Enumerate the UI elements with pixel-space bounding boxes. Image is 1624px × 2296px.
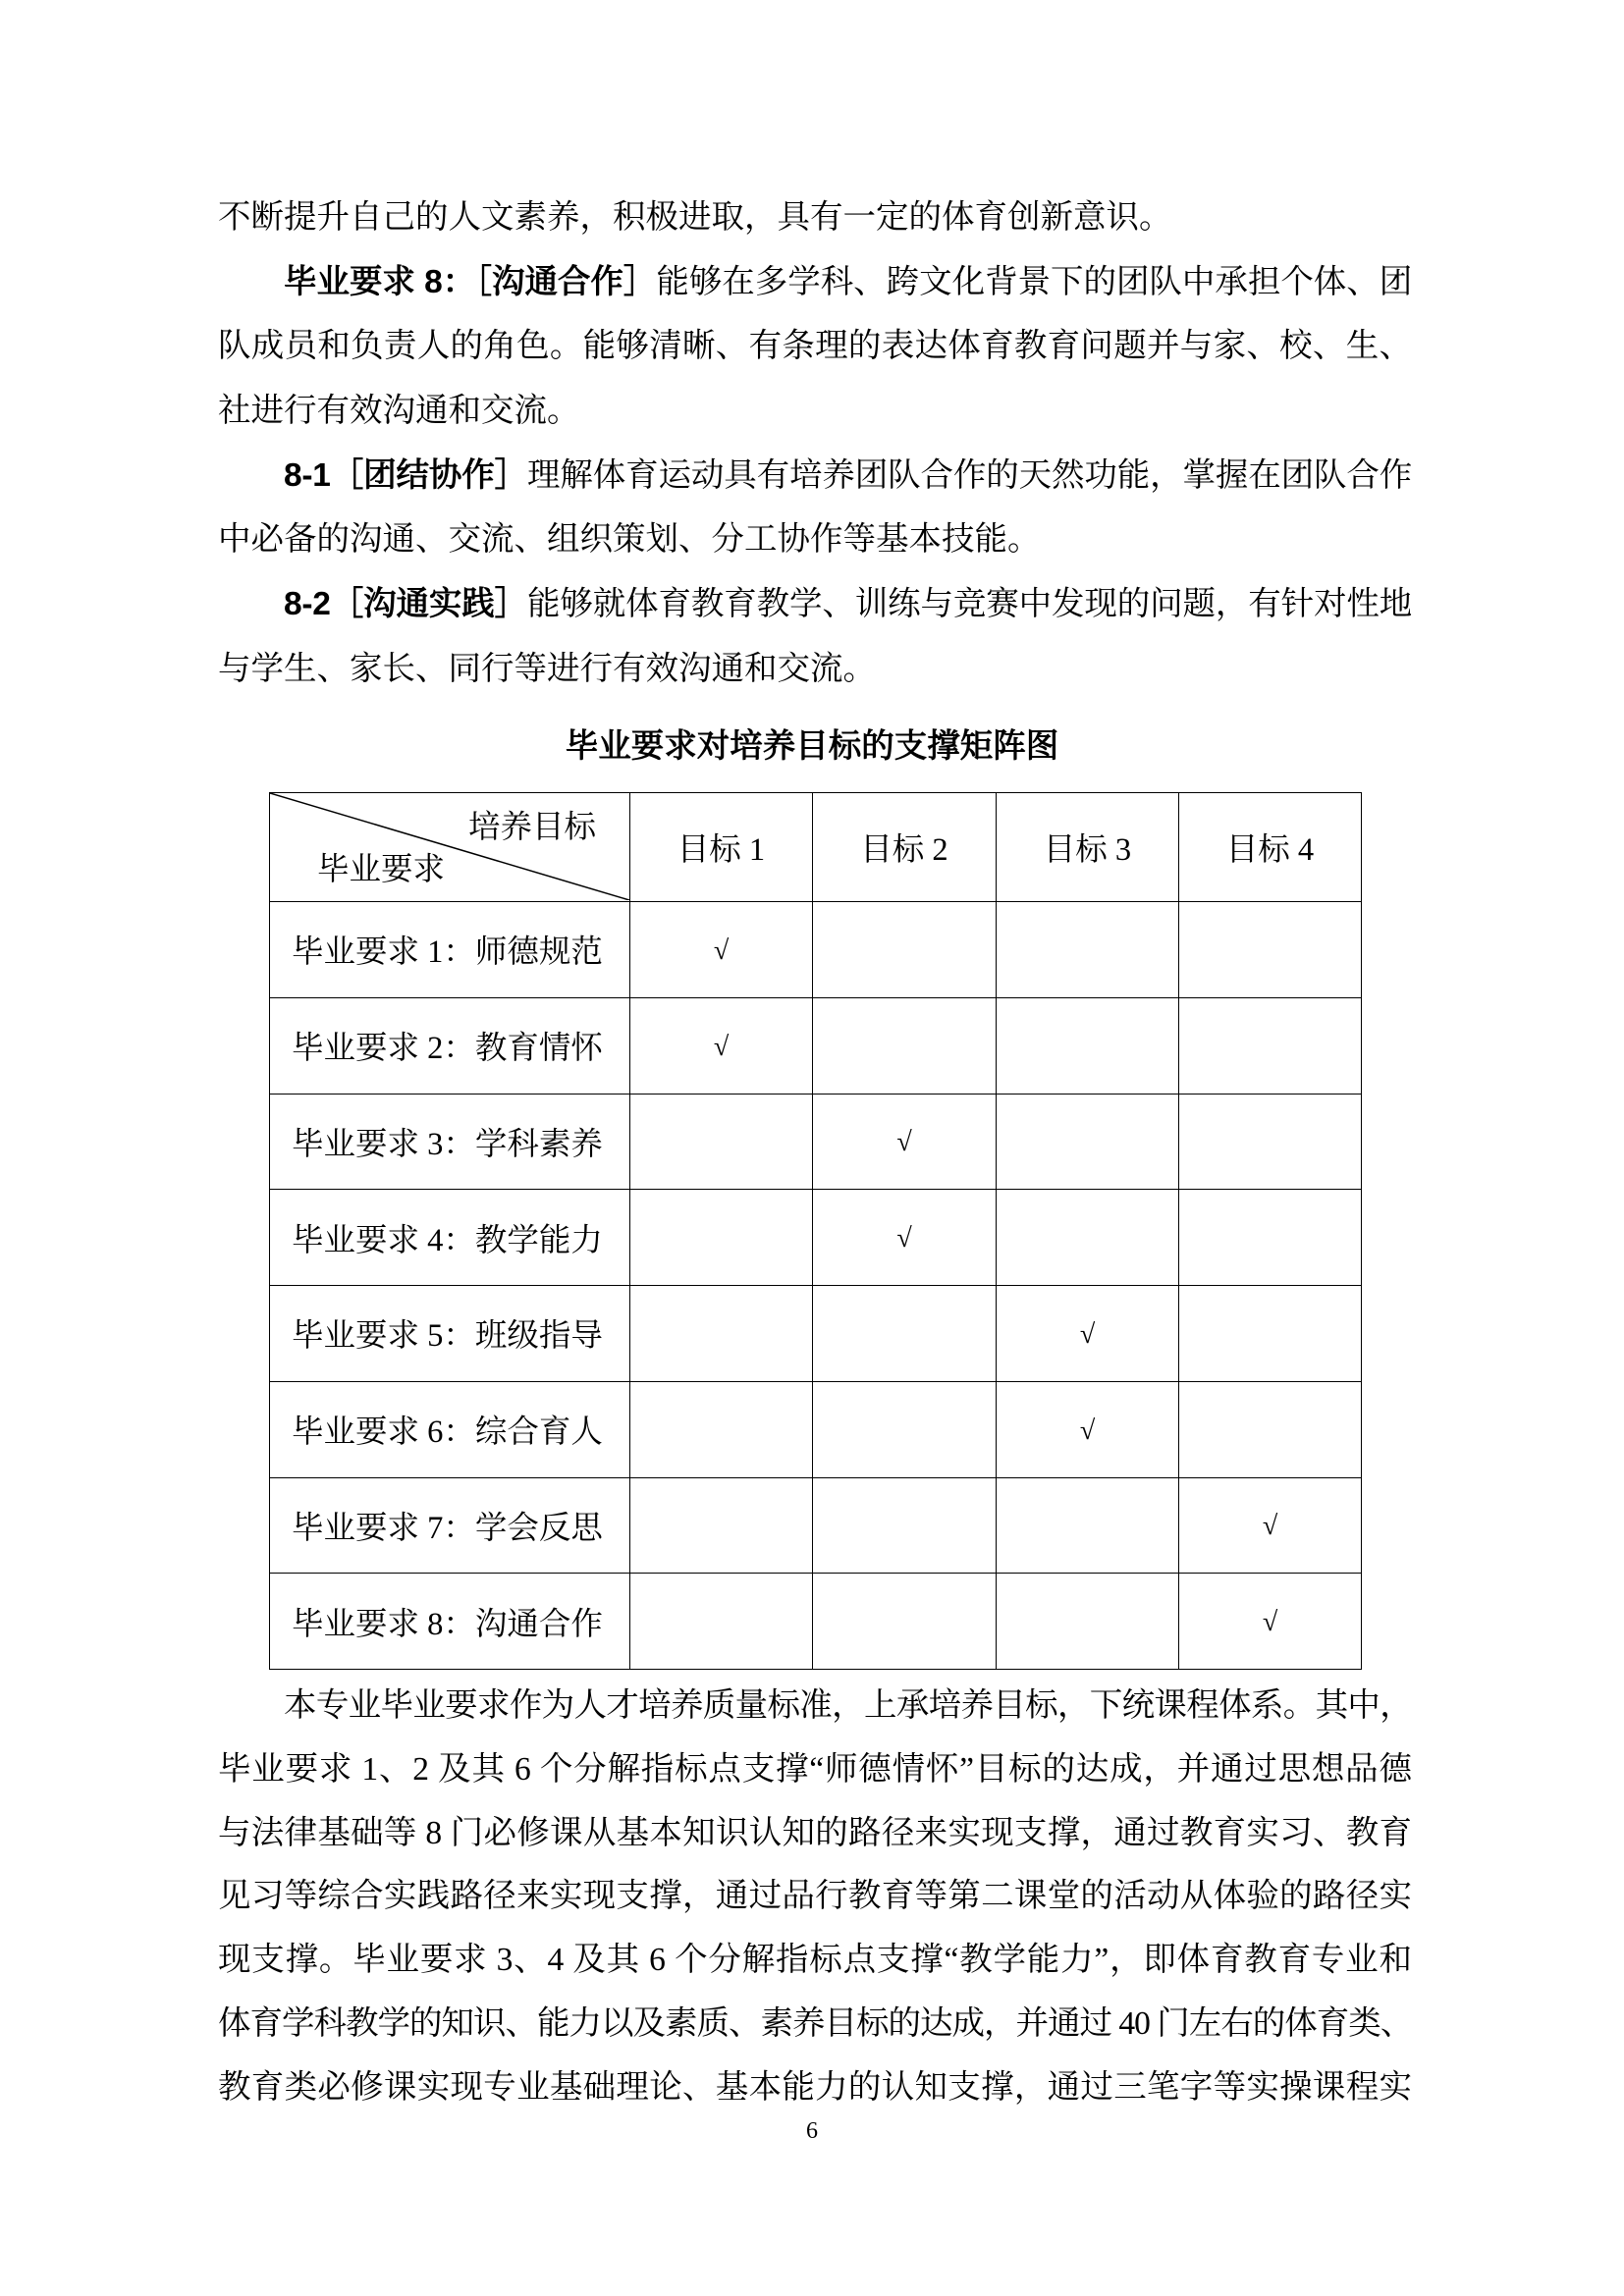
matrix-row	[270, 1477, 1362, 1574]
text-span: 能够在多学科、跨文化背景下的团队中承担个体、团	[656, 263, 1412, 300]
check-mark: √	[713, 934, 730, 966]
requirement-label: 毕业要求 5：班级指导	[270, 1286, 630, 1382]
requirement-label: 毕业要求 2：教育情怀	[270, 997, 630, 1094]
matrix-cell	[1179, 997, 1362, 1094]
support-matrix-table	[269, 792, 1362, 1670]
matrix-row	[270, 1286, 1362, 1382]
indicator-8-2-label: 8-2［沟通实践］	[284, 586, 528, 623]
matrix-cell	[630, 1477, 813, 1574]
column-header-goal-2: 目标 2	[813, 793, 997, 902]
requirement-8-label: 毕业要求 8：［沟通合作］	[284, 263, 657, 300]
matrix-cell	[997, 1574, 1179, 1670]
text-line: 本专业毕业要求作为人才培养质量标准，上承培养目标，下统课程体系。其中，	[284, 1687, 1412, 1724]
corner-box	[270, 793, 629, 900]
requirement-label: 毕业要求 3：学科素养	[270, 1094, 630, 1190]
matrix-cell	[1179, 1190, 1362, 1286]
matrix-cell	[813, 1190, 997, 1286]
text-line: 与学生、家长、同行等进行有效沟通和交流。	[218, 650, 876, 687]
matrix-cell	[1179, 1094, 1362, 1190]
matrix-corner-cell	[270, 793, 630, 902]
check-mark: √	[713, 1031, 730, 1062]
matrix-cell	[997, 1477, 1179, 1574]
indicator-8-1-line	[218, 444, 1412, 508]
matrix-cell	[1179, 1574, 1362, 1670]
column-header-goal-3: 目标 3	[997, 793, 1179, 902]
matrix-cell	[630, 1381, 813, 1477]
matrix-cell	[997, 997, 1179, 1094]
corner-label-goals: 培养目标	[468, 810, 597, 845]
text-line: 与法律基础等 8 门必修课从基本知识认知的路径来实现支撑，通过教育实习、教育	[218, 1814, 1412, 1851]
text-span: 能够就体育教育教学、训练与竞赛中发现的问题，有针对性地	[527, 586, 1413, 623]
text-line: 教育类必修课实现专业基础理论、基本能力的认知支撑，通过三笔字等实操课程实	[218, 2068, 1412, 2106]
body-text-top	[218, 186, 1412, 702]
check-mark: √	[1262, 1607, 1278, 1638]
requirement-label: 毕业要求 1：师德规范	[270, 902, 630, 998]
corner-label-requirements: 毕业要求	[317, 852, 446, 887]
matrix-cell	[630, 902, 813, 998]
matrix-row	[270, 902, 1362, 998]
matrix-row	[270, 1381, 1362, 1477]
matrix-cell	[1179, 1381, 1362, 1477]
body-text-closing	[218, 1675, 1412, 2120]
text-line: 毕业要求 1、2 及其 6 个分解指标点支撑“师德情怀”目标的达成，并通过思想品德	[218, 1750, 1412, 1788]
check-mark: √	[1079, 1318, 1096, 1350]
requirement-label: 毕业要求 8：沟通合作	[270, 1574, 630, 1670]
matrix-header-row	[270, 793, 1362, 902]
check-mark: √	[1262, 1511, 1278, 1542]
matrix-row	[270, 997, 1362, 1094]
text-line: 队成员和负责人的角色。能够清晰、有条理的表达体育教育问题并与家、校、生、	[218, 328, 1412, 365]
column-header-goal-1: 目标 1	[630, 793, 813, 902]
matrix-cell	[1179, 1477, 1362, 1574]
check-mark: √	[1079, 1415, 1096, 1446]
matrix-cell	[630, 1286, 813, 1382]
requirement-8-line	[218, 250, 1412, 315]
matrix-cell	[813, 1574, 997, 1670]
matrix-row	[270, 1574, 1362, 1670]
matrix-cell	[630, 997, 813, 1094]
matrix-cell	[813, 902, 997, 998]
text-line: 不断提升自己的人文素养，积极进取，具有一定的体育创新意识。	[218, 199, 1172, 236]
matrix-cell	[997, 902, 1179, 998]
matrix-cell	[630, 1574, 813, 1670]
matrix-cell	[1179, 902, 1362, 998]
matrix-cell	[630, 1094, 813, 1190]
matrix-cell	[630, 1190, 813, 1286]
indicator-8-2-line	[218, 572, 1412, 637]
matrix-cell	[813, 1286, 997, 1382]
matrix-title: 毕业要求对培养目标的支撑矩阵图	[565, 728, 1059, 765]
requirement-label: 毕业要求 7：学会反思	[270, 1477, 630, 1574]
matrix-cell	[1179, 1286, 1362, 1382]
indicator-8-1-label: 8-1［团结协作］	[284, 456, 528, 494]
matrix-cell	[997, 1381, 1179, 1477]
column-header-goal-4: 目标 4	[1179, 793, 1362, 902]
matrix-cell	[997, 1190, 1179, 1286]
matrix-cell	[997, 1286, 1179, 1382]
matrix-cell	[813, 1094, 997, 1190]
matrix-cell	[997, 1094, 1179, 1190]
text-line: 体育学科教学的知识、能力以及素质、素养目标的达成，并通过 40 门左右的体育类、	[218, 2004, 1413, 2042]
requirement-label: 毕业要求 6：综合育人	[270, 1381, 630, 1477]
check-mark: √	[896, 1223, 912, 1255]
text-line: 见习等综合实践路径来实现支撑，通过品行教育等第二课堂的活动从体验的路径实	[218, 1878, 1412, 1915]
requirement-label: 毕业要求 4：教学能力	[270, 1190, 630, 1286]
matrix-row	[270, 1190, 1362, 1286]
text-line: 现支撑。毕业要求 3、4 及其 6 个分解指标点支撑“教学能力”，即体育教育专业和	[218, 1942, 1412, 1979]
matrix-cell	[813, 1381, 997, 1477]
matrix-cell	[813, 1477, 997, 1574]
text-line: 社进行有效沟通和交流。	[218, 393, 580, 430]
matrix-cell	[813, 997, 997, 1094]
text-span: 理解体育运动具有培养团队合作的天然功能，掌握在团队合作	[527, 456, 1413, 494]
matrix-row	[270, 1094, 1362, 1190]
check-mark: √	[896, 1127, 912, 1158]
page-number: 6	[806, 2118, 818, 2144]
text-line: 中必备的沟通、交流、组织策划、分工协作等基本技能。	[218, 521, 1041, 559]
